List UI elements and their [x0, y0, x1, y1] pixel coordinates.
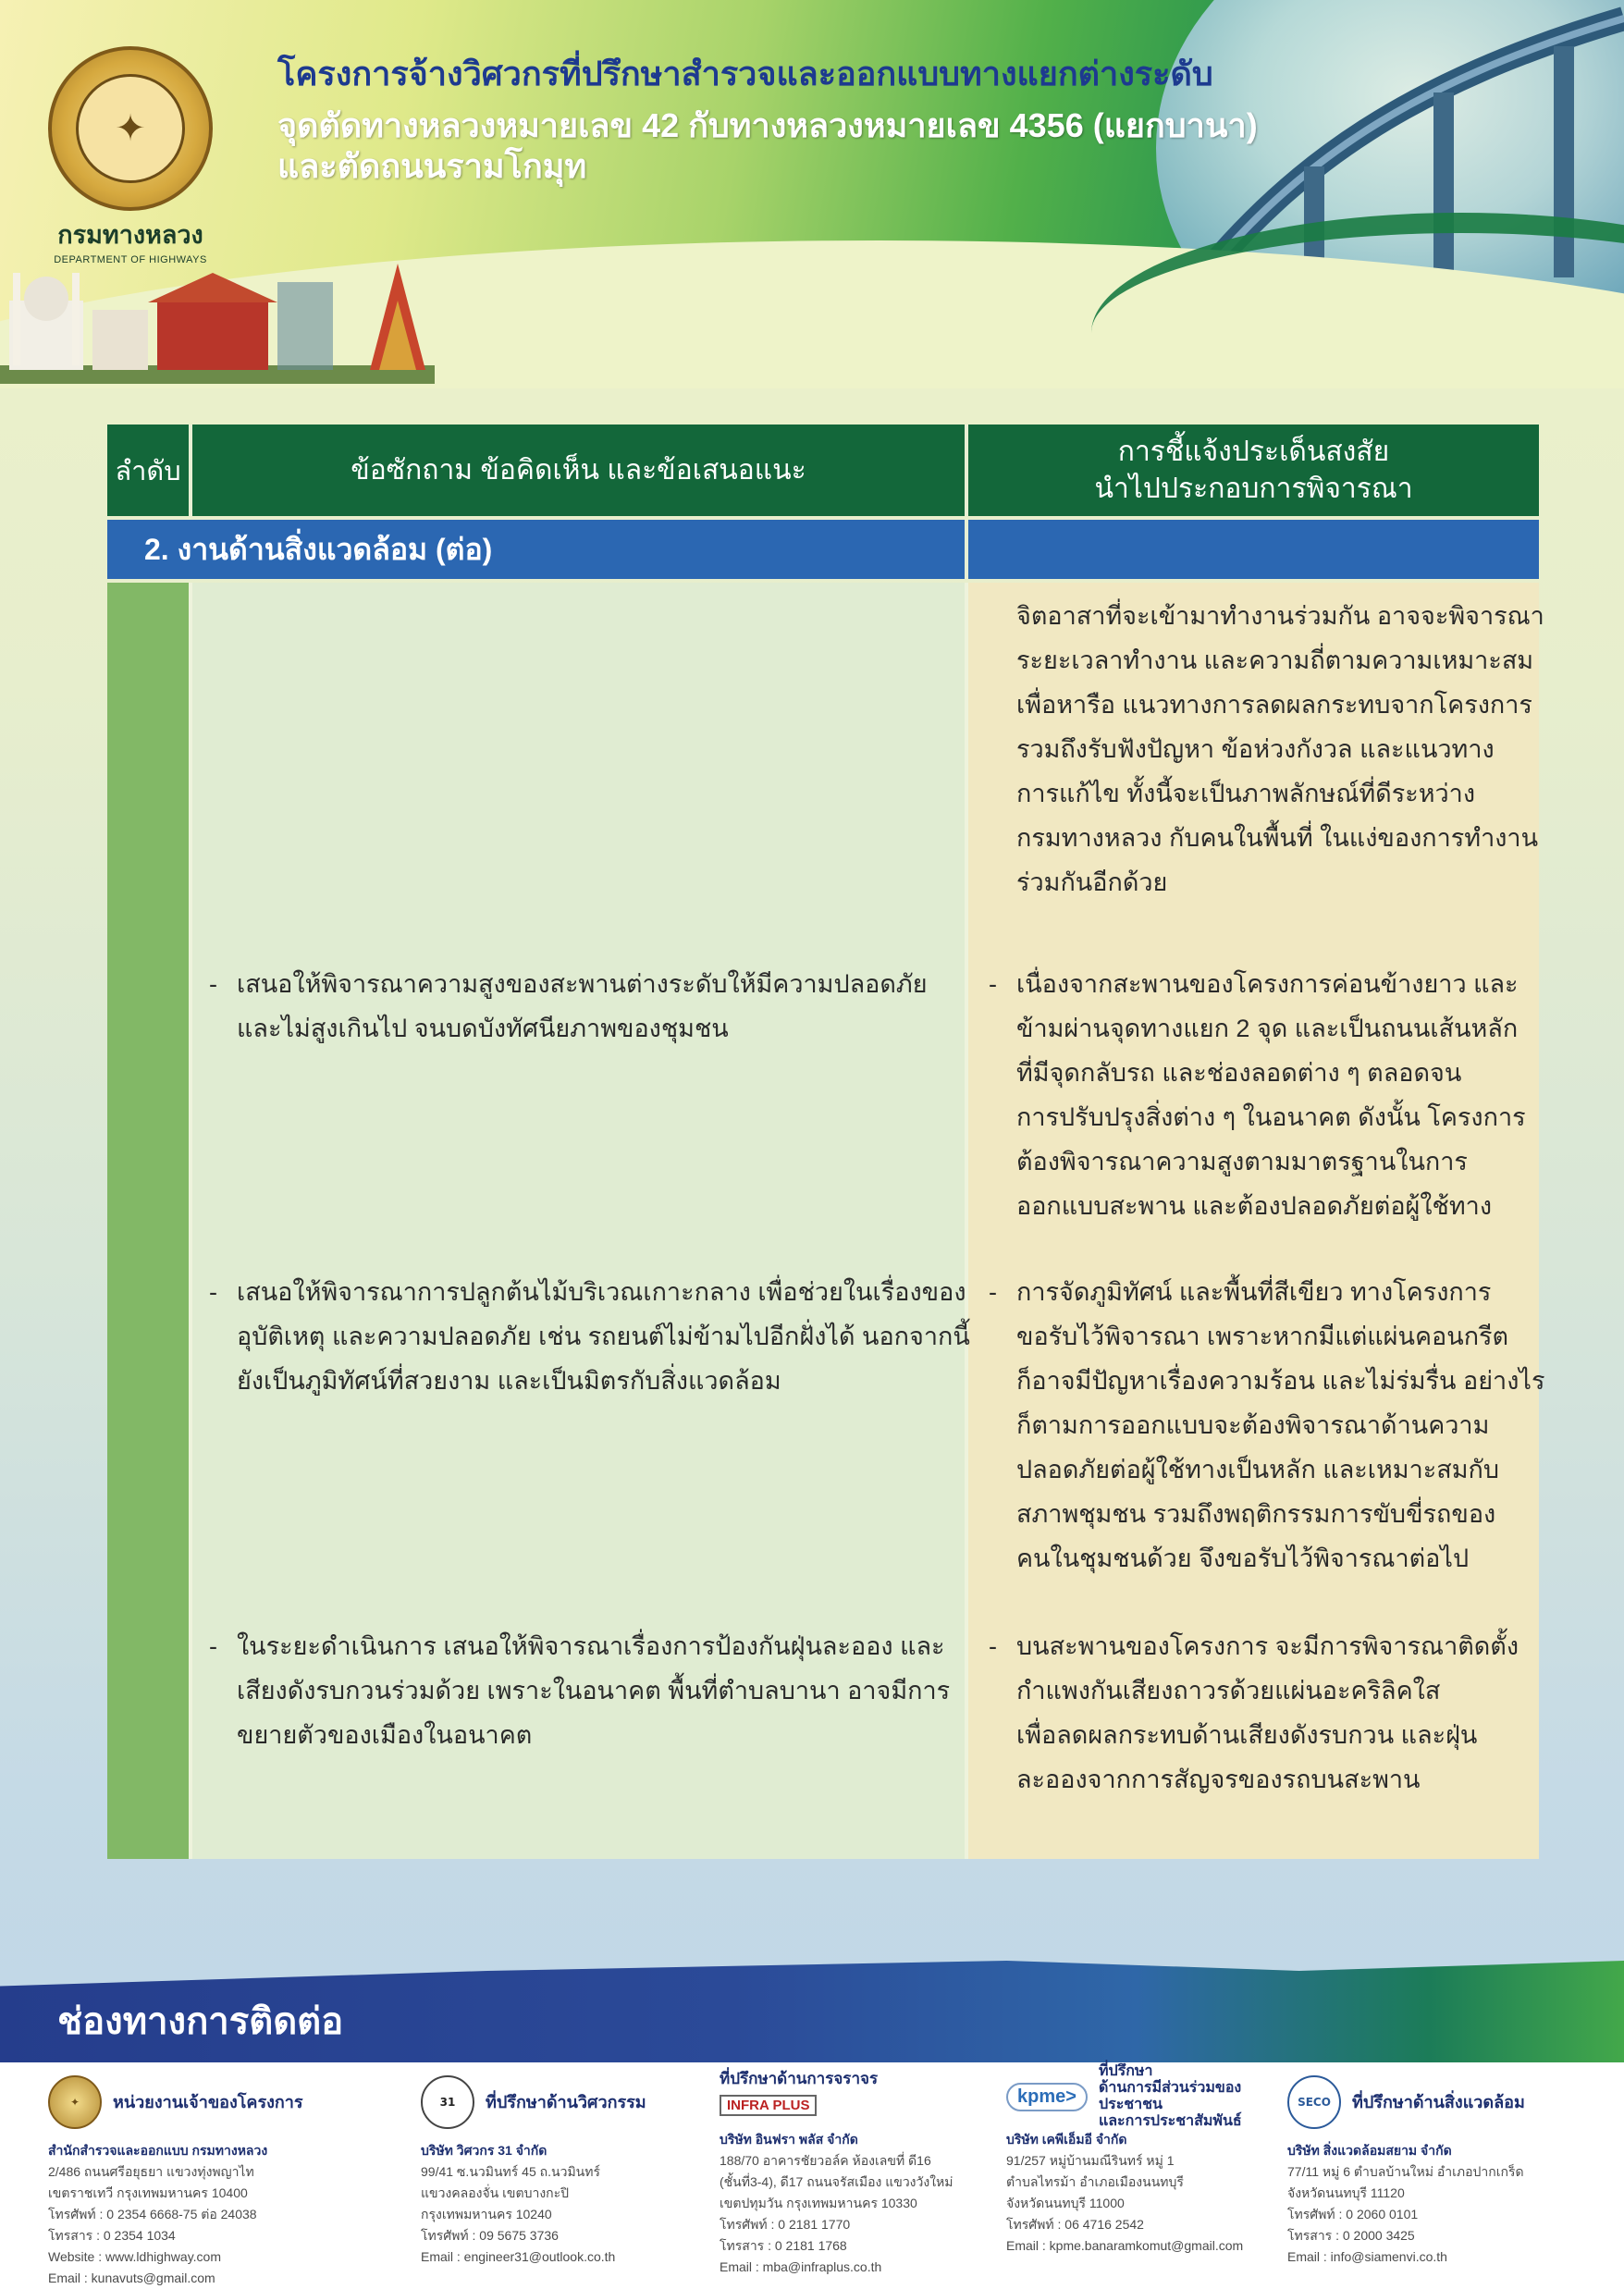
comment-item	[209, 1624, 951, 1757]
contact-details	[421, 2140, 698, 2268]
response-line: ร่วมกันอีกด้วย	[1016, 868, 1168, 896]
contact-heading-text: ที่ปรึกษาด้านการจราจร	[720, 2070, 879, 2087]
col-header-response-line1: การชี้แจ้งประเด็นสงสัย	[1117, 436, 1390, 467]
contact-line: โทรสาร : 0 2181 1768	[720, 2238, 847, 2253]
website-link[interactable]: Website : www.ldhighway.com	[48, 2249, 221, 2264]
project-title	[277, 52, 1341, 187]
comment-item	[209, 962, 928, 1051]
bullet-dash: -	[209, 1278, 217, 1306]
section-row	[107, 520, 1539, 579]
contact-environment	[1287, 2072, 1593, 2268]
continued-response	[1016, 594, 1544, 905]
response-line: เนื่องจากสะพานของโครงการค่อนข้างยาว และ	[1016, 970, 1519, 998]
contact-line: แขวงคลองจั่น เขตบางกะปิ	[421, 2185, 570, 2200]
contact-company: บริษัท เคพีเอ็มอี จำกัด	[1006, 2132, 1127, 2147]
response-line: กำแพงกันเสียงถาวรด้วยแผ่นอะคริลิคใส	[1016, 1677, 1441, 1704]
contact-heading	[1006, 2063, 1302, 2129]
contact-heading-line1: ที่ปรึกษา	[1098, 2063, 1153, 2079]
seco-seal-icon: SECO	[1287, 2075, 1341, 2129]
contact-line: 188/70 อาคารชัยวอล์ค ห้องเลขที่ ดี16	[720, 2153, 931, 2168]
col-header-comments: ข้อซักถาม ข้อคิดเห็น และข้อเสนอแนะ	[351, 455, 806, 486]
comments-table	[107, 425, 1545, 1859]
contact-heading-text: ที่ปรึกษาด้านวิศวกรรม	[486, 2093, 646, 2111]
email-link[interactable]: Email : info@siamenvi.co.th	[1287, 2249, 1447, 2264]
section-divider	[965, 520, 968, 579]
response-item	[989, 1624, 1519, 1802]
contact-line: จังหวัดนนทบุรี 11000	[1006, 2196, 1125, 2210]
response-line: ข้ามผ่านจุดทางแยก 2 จุด และเป็นถนนเส้นหลัก	[1016, 1015, 1519, 1042]
comment-line: อุบัติเหตุ และความปลอดภัย เช่น รถยนต์ไม่ข้ามไปอีกฝั่งได้ นอกจากนี้	[237, 1323, 970, 1350]
department-logo	[48, 46, 213, 211]
contact-line: โทรศัพท์ : 0 2060 0101	[1287, 2207, 1419, 2221]
contact-heading-line2: ด้านการมีส่วนร่วมของประชาชน	[1098, 2080, 1242, 2112]
project-title-line2: จุดตัดทางหลวงหมายเลข 42 กับทางหลวงหมายเลข 4356 (แยกบานา)	[277, 106, 1258, 144]
table-body	[107, 583, 1545, 1859]
contact-owner	[48, 2072, 400, 2289]
response-line: บนสะพานของโครงการ จะมีการพิจารณาติดตั้ง	[1016, 1632, 1519, 1660]
email-link[interactable]: Email : kunavuts@gmail.com	[48, 2271, 215, 2285]
response-line: ก็อาจมีปัญหาเรื่องความร้อน และไม่ร่มรื่น อย่างไร	[1016, 1367, 1545, 1395]
contact-engineering	[421, 2072, 698, 2268]
contact-band	[0, 1961, 1624, 2062]
response-line: กรมทางหลวง กับคนในพื้นที่ ในแง่ของการทำงาน	[1016, 824, 1539, 852]
contact-title: ช่องทางการติดต่อ	[57, 2001, 344, 2042]
contact-details	[1287, 2140, 1593, 2268]
contact-traffic	[720, 2062, 997, 2278]
comment-line: เสนอให้พิจารณาการปลูกต้นไม้บริเวณเกาะกลาง เพื่อช่วยในเรื่องของ	[237, 1278, 966, 1306]
response-item	[989, 962, 1526, 1228]
contact-line: เขตราชเทวี กรุงเทพมหานคร 10400	[48, 2185, 248, 2200]
response-line: ก็ตามการออกแบบจะต้องพิจารณาด้านความ	[1016, 1411, 1490, 1439]
response-item	[989, 1270, 1545, 1581]
contact-line: 2/486 ถนนศรีอยุธยา แขวงทุ่งพญาไท	[48, 2164, 254, 2179]
comment-item	[209, 1270, 970, 1403]
response-line: ปลอดภัยต่อผู้ใช้ทางเป็นหลัก และเหมาะสมกับ	[1016, 1456, 1499, 1483]
bullet-dash: -	[989, 970, 997, 998]
email-link[interactable]: Email : engineer31@outlook.co.th	[421, 2249, 616, 2264]
contact-line: 77/11 หมู่ 6 ตำบลบ้านใหม่ อำเภอปากเกร็ด	[1287, 2164, 1524, 2179]
contact-footer	[0, 2062, 1624, 2289]
response-line: เพื่อลดผลกระทบด้านเสียงดังรบกวน และฝุ่น	[1016, 1721, 1478, 1749]
comment-line: ยังเป็นภูมิทัศน์ที่สวยงาม และเป็นมิตรกับสิ่งแวดล้อม	[237, 1367, 781, 1395]
landmarks-illustration	[0, 245, 435, 384]
kpme-logo-icon: kpme>	[1006, 2083, 1088, 2111]
comment-line: ในระยะดำเนินการ เสนอให้พิจารณาเรื่องการป้องกันฝุ่นละออง และ	[237, 1632, 945, 1660]
response-line: สภาพชุมชน รวมถึงพฤติกรรมการขับขี่รถของ	[1016, 1500, 1496, 1528]
contact-line: (ชั้นที่3-4), ดี17 ถนนจรัสเมือง แขวงวังใหม่	[720, 2174, 953, 2189]
contact-line: โทรศัพท์ : 09 5675 3736	[421, 2228, 559, 2243]
contact-heading	[48, 2072, 400, 2133]
response-line: การปรับปรุงสิ่งต่าง ๆ ในอนาคต ดังนั้น โครงการ	[1016, 1103, 1526, 1131]
response-line: จิตอาสาที่จะเข้ามาทำงานร่วมกัน อาจจะพิจารณา	[1016, 602, 1544, 630]
contact-heading-line3: และการประชาสัมพันธ์	[1098, 2113, 1242, 2129]
contact-heading	[1287, 2072, 1593, 2133]
email-link[interactable]: Email : mba@infraplus.co.th	[720, 2259, 882, 2274]
comment-line: เสียงดังรบกวนร่วมด้วย เพราะในอนาคต พื้นที่ตำบลบานา อาจมีการ	[237, 1677, 951, 1704]
comment-line: เสนอให้พิจารณาความสูงของสะพานต่างระดับให้มีความปลอดภัย	[237, 970, 928, 998]
bullet-dash: -	[989, 1278, 997, 1306]
response-line: ออกแบบสะพาน และต้องปลอดภัยต่อผู้ใช้ทาง	[1016, 1192, 1493, 1220]
bullet-dash: -	[209, 970, 217, 998]
col-header-number: ลำดับ	[115, 456, 181, 486]
number-column	[107, 583, 189, 1859]
contact-line: 91/257 หมู่บ้านมณีรินทร์ หมู่ 1	[1006, 2153, 1175, 2168]
logo-caption-th: กรมทางหลวง	[57, 221, 203, 249]
contact-participation	[1006, 2063, 1302, 2257]
contact-line: กรุงเทพมหานคร 10240	[421, 2207, 552, 2221]
response-line: คนในชุมชนด้วย จึงขอรับไว้พิจารณาต่อไป	[1016, 1544, 1470, 1572]
comment-line: ขยายตัวของเมืองในอนาคต	[237, 1721, 533, 1749]
col-header-response-line2: นำไปประกอบการพิจารณา	[1094, 473, 1413, 504]
contact-company: สำนักสำรวจและออกแบบ กรมทางหลวง	[48, 2143, 268, 2158]
section-title: 2. งานด้านสิ่งแวดล้อม (ต่อ)	[144, 532, 493, 566]
logo-emblem-icon: ✦	[76, 74, 185, 183]
infraplus-logo-icon: INFRA PLUS	[720, 2095, 817, 2116]
contact-heading	[421, 2072, 698, 2133]
contact-line: เขตปทุมวัน กรุงเทพมหานคร 10330	[720, 2196, 917, 2210]
page-header	[0, 0, 1624, 388]
response-line: ละอองจากการสัญจรของรถบนสะพาน	[1016, 1766, 1421, 1793]
contact-line: จังหวัดนนทบุรี 11120	[1287, 2185, 1405, 2200]
logo-caption-en: DEPARTMENT OF HIGHWAYS	[54, 254, 207, 265]
response-line: การแก้ไข ทั้งนี้จะเป็นภาพลักษณ์ที่ดีระหว่าง	[1016, 780, 1476, 807]
project-title-line3: และตัดถนนรามโกมุท	[277, 147, 587, 185]
bullet-dash: -	[209, 1632, 217, 1660]
contact-heading	[720, 2062, 997, 2123]
response-line: รวมถึงรับฟังปัญหา ข้อห่วงกังวล และแนวทาง	[1016, 735, 1495, 763]
contact-details	[1006, 2129, 1302, 2257]
response-line: เพื่อหารือ แนวทางการลดผลกระทบจากโครงการ	[1016, 691, 1532, 719]
contact-heading-text: ที่ปรึกษาด้านสิ่งแวดล้อม	[1352, 2093, 1525, 2111]
contact-heading-text: หน่วยงานเจ้าของโครงการ	[113, 2093, 303, 2111]
response-line: การจัดภูมิทัศน์ และพื้นที่สีเขียว ทางโครงการ	[1016, 1278, 1492, 1306]
contact-line: โทรสาร : 0 2354 1034	[48, 2228, 176, 2243]
comment-line: และไม่สูงเกินไป จนบดบังทัศนียภาพของชุมชน	[237, 1015, 729, 1042]
project-title-line1: โครงการจ้างวิศวกรที่ปรึกษาสำรวจและออกแบบทางแยกต่างระดับ	[277, 55, 1213, 92]
contact-line: โทรศัพท์ : 0 2354 6668-75 ต่อ 24038	[48, 2207, 257, 2221]
department-seal-icon: ✦	[48, 2075, 102, 2129]
contact-heading-text	[1099, 2063, 1302, 2130]
contact-details	[48, 2140, 400, 2289]
contact-line: โทรศัพท์ : 06 4716 2542	[1006, 2217, 1144, 2232]
email-link[interactable]: Email : kpme.banaramkomut@gmail.com	[1006, 2238, 1244, 2253]
contact-company: บริษัท วิศวกร 31 จำกัด	[421, 2143, 547, 2158]
contact-company: บริษัท สิ่งแวดล้อมสยาม จำกัด	[1287, 2143, 1452, 2158]
response-line: ที่มีจุดกลับรถ และช่องลอดต่าง ๆ ตลอดจน	[1016, 1059, 1462, 1087]
contact-line: โทรสาร : 0 2000 3425	[1287, 2228, 1415, 2243]
table-header	[107, 425, 1539, 516]
response-line: ต้องพิจารณาความสูงตามมาตรฐานในการ	[1016, 1148, 1468, 1175]
bullet-dash: -	[989, 1632, 997, 1660]
response-line: ขอรับไว้พิจารณา เพราะหากมีแต่แผ่นคอนกรีต	[1016, 1323, 1509, 1350]
engineer31-seal-icon: 31	[421, 2075, 474, 2129]
contact-line: โทรศัพท์ : 0 2181 1770	[720, 2217, 851, 2232]
contact-line: ตำบลไทรม้า อำเภอเมืองนนทบุรี	[1006, 2174, 1184, 2189]
col-header-response	[968, 425, 1539, 516]
contact-details	[720, 2129, 997, 2278]
response-line: ระยะเวลาทำงาน และความถี่ตามความเหมาะสม	[1016, 646, 1534, 674]
contact-line: 99/41 ซ.นวมินทร์ 45 ถ.นวมินทร์	[421, 2164, 600, 2179]
contact-company: บริษัท อินฟรา พลัส จำกัด	[720, 2132, 858, 2147]
